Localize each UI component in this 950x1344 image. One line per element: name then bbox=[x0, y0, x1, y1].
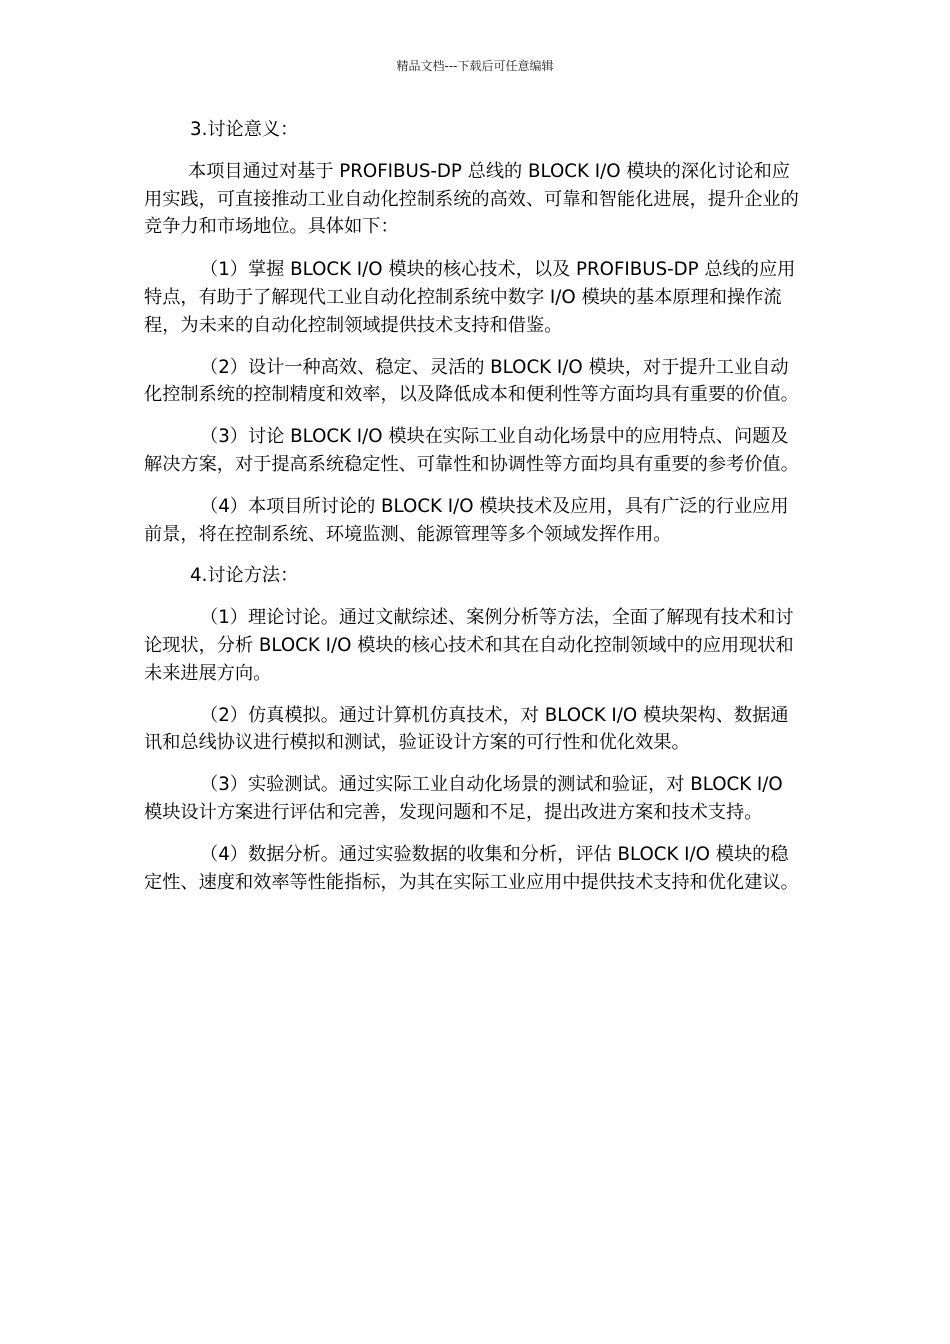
significance-item-2: （2）设计一种高效、稳定、灵活的 BLOCK I/O 模块，对于提升工业自动化控制系统的控制精度和效率，以及降低成本和便利性等方面均具有重要的价值。 bbox=[144, 356, 799, 406]
section-intro-significance: 本项目通过对基于 PROFIBUS-DP 总线的 BLOCK I/O 模块的深化讨论和应用实践，可直接推动工业自动化控制系统的高效、可靠和智能化进展，提升企业的竞争力和市场地位。具体如下： bbox=[144, 160, 799, 238]
significance-item-1: （1）掌握 BLOCK I/O 模块的核心技术，以及 PROFIBUS-DP 总线的应用特点，有助于了解现代工业自动化控制系统中数字 I/O 模块的基本原理和操作流程，为未来的自动化控制领域提供技术支持和借鉴。 bbox=[144, 259, 796, 336]
document-body bbox=[144, 116, 804, 910]
methods-item-1: （1）理论讨论。通过文献综述、案例分析等方法，全面了解现有技术和讨论现状，分析 BLOCK I/O 模块的核心技术和其在自动化控制领域中的应用现状和未来进展方向。 bbox=[144, 607, 794, 684]
methods-item-4: （4）数据分析。通过实验数据的收集和分析，评估 BLOCK I/O 模块的稳定性、速度和效率等性能指标，为其在实际工业应用中提供技术支持和优化建议。 bbox=[144, 843, 799, 893]
methods-item-3: （3）实验测试。通过实际工业自动化场景的测试和验证，对 BLOCK I/O 模块设计方案进行评估和完善，发现问题和不足，提出改进方案和技术支持。 bbox=[144, 774, 783, 823]
section-heading-methods: 4.讨论方法： bbox=[190, 565, 299, 587]
page-header: 精品文档---下载后可任意编辑 bbox=[396, 59, 554, 73]
section-heading-significance: 3.讨论意义： bbox=[190, 119, 299, 140]
significance-item-3: （3）讨论 BLOCK I/O 模块在实际工业自动化场景中的应用特点、问题及解决方案，对于提高系统稳定性、可靠性和协调性等方面均具有重要的参考价值。 bbox=[144, 426, 799, 475]
significance-item-4: （4）本项目所讨论的 BLOCK I/O 模块技术及应用，具有广泛的行业应用前景，将在控制系统、环境监测、能源管理等多个领域发挥作用。 bbox=[144, 495, 789, 545]
methods-item-2: （2）仿真模拟。通过计算机仿真技术，对 BLOCK I/O 模块架构、数据通讯和总线协议进行模拟和测试，验证设计方案的可行性和优化效果。 bbox=[144, 704, 789, 754]
